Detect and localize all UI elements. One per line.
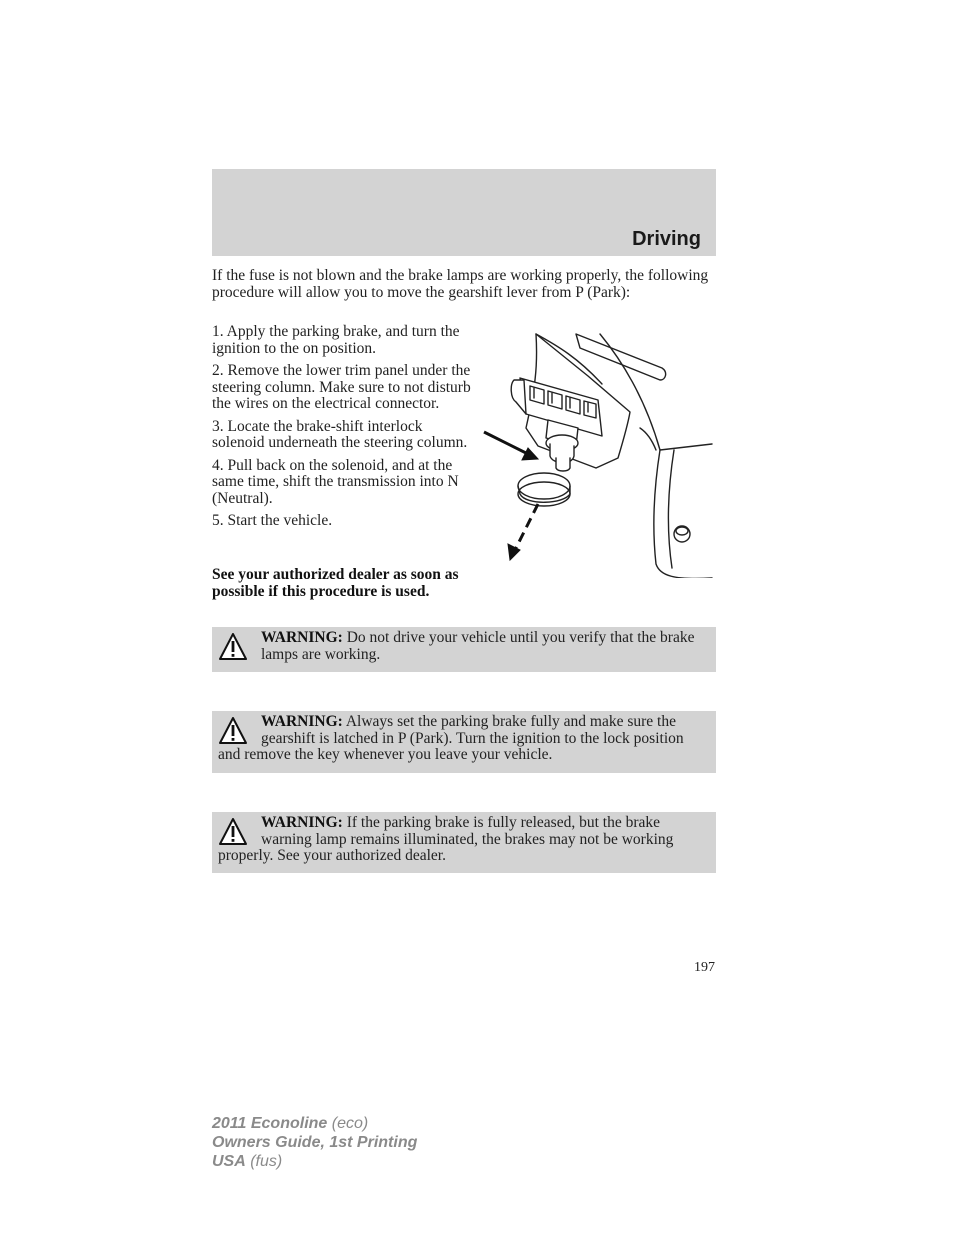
warning-text: Do not drive your vehicle until you verify that the brake lamps are working. (261, 629, 695, 663)
footer-line-region: USA (fus) (212, 1153, 283, 1170)
procedure-step: 3. Locate the brake-shift interlock solenoid underneath the steering column. (212, 417, 468, 451)
warning-text: Always set the parking brake fully and make sure the gearshift is latched in P (Park). Turn the ignition to the lock position and remove the key whenever you leave your vehicle. (218, 713, 684, 763)
interlock-solenoid-illustration (478, 328, 716, 578)
dealer-note: See your authorized dealer as soon as possible if this procedure is used. (212, 566, 459, 600)
warning-label: WARNING: (261, 629, 343, 646)
section-title: Driving (632, 228, 701, 250)
section-header-bar (212, 169, 716, 256)
warning-triangle-icon (218, 817, 248, 847)
warning-label: WARNING: (261, 713, 343, 730)
procedure-steps (212, 324, 474, 536)
footer-line-model: 2011 Econoline (eco) (212, 1115, 369, 1132)
warning-text: If the parking brake is fully released, but the brake warning lamp remains illuminated, the brakes may not be working properly. See your authorized dealer. (218, 814, 674, 864)
warning-label: WARNING: (261, 814, 343, 831)
procedure-step: 2. Remove the lower trim panel under the steering column. Make sure to not disturb the wires on the electrical connector. (212, 362, 471, 412)
warning-triangle-icon (218, 716, 248, 746)
warning-triangle-icon (218, 632, 248, 662)
page-number: 197 (694, 960, 715, 975)
warning-box (212, 711, 716, 773)
footer-line-edition: Owners Guide, 1st Printing (212, 1134, 418, 1151)
document-footer (212, 1114, 417, 1171)
intro-paragraph: If the fuse is not blown and the brake lamps are working properly, the following procedure will allow you to move the gearshift lever from P (Park): (212, 267, 709, 301)
procedure-step: 5. Start the vehicle. (212, 512, 333, 529)
warning-box (212, 812, 716, 873)
warning-box (212, 627, 716, 672)
procedure-step: 4. Pull back on the solenoid, and at the same time, shift the transmission into N (Neutral). (212, 456, 459, 507)
procedure-step: 1. Apply the parking brake, and turn the ignition to the on position. (212, 323, 460, 357)
